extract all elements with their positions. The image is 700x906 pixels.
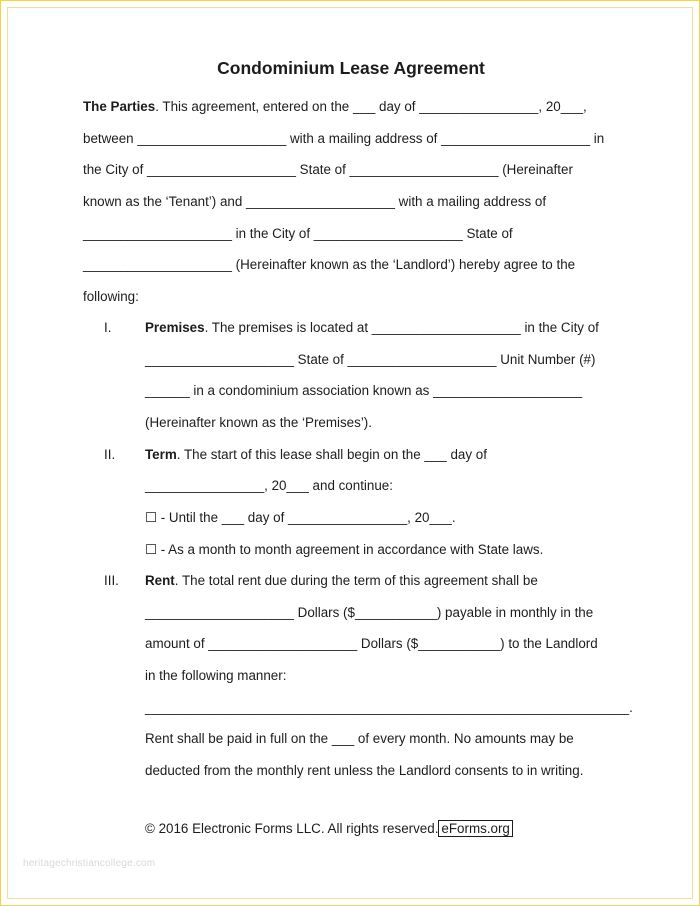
premises-heading: Premises <box>145 320 205 335</box>
premises-line-1 <box>145 320 599 336</box>
rent-line-7: deducted from the monthly rent unless the Landlord consents to in writing. <box>145 763 584 778</box>
parties-line-4: known as the ‘Tenant’) and ____________________ with a mailing address of <box>83 194 547 209</box>
term-option-month-to-month[interactable]: ☐ - As a month to month agreement in accordance with State laws. <box>145 542 544 557</box>
term-line-1 <box>145 447 487 463</box>
rent-heading: Rent <box>145 573 175 588</box>
section-numeral-premises: I. <box>104 320 112 335</box>
footer <box>145 820 513 837</box>
premises-line-2: ____________________ State of ____________________ Unit Number (#) <box>145 352 596 367</box>
eforms-brand-link[interactable]: eForms.org <box>438 820 512 837</box>
rent-line-4: in the following manner: <box>145 668 287 683</box>
footer-copyright: © 2016 Electronic Forms LLC. All rights reserved. <box>145 821 439 836</box>
rent-line-1 <box>145 573 538 589</box>
term-heading: Term <box>145 447 177 462</box>
rent-line-6: Rent shall be paid in full on the ___ of every month. No amounts may be <box>145 731 574 746</box>
parties-line-7: following: <box>83 289 139 304</box>
term-line-2: ________________, 20___ and continue: <box>145 478 393 493</box>
term-text: . The start of this lease shall begin on the ___ day of <box>176 447 487 462</box>
parties-heading: The Parties <box>83 99 156 114</box>
parties-line-1 <box>83 99 587 115</box>
premises-text: . The premises is located at ____________________ in the City of <box>204 320 599 335</box>
parties-line-2: between ____________________ with a mailing address of ____________________ in <box>83 131 605 146</box>
rent-text: . The total rent due during the term of this agreement shall be <box>174 573 538 588</box>
term-option-until[interactable]: ☐ - Until the ___ day of ________________, 20___. <box>145 510 456 525</box>
parties-line-3: the City of ____________________ State of ____________________ (Hereinafter <box>83 162 573 177</box>
rent-line-2: ____________________ Dollars ($___________) payable in monthly in the <box>145 605 594 620</box>
rent-line-5: _________________________________________________________________. <box>145 700 633 715</box>
parties-line-6: ____________________ (Hereinafter known as the ‘Landlord’) hereby agree to the <box>83 257 576 272</box>
watermark-text: heritagechristiancollege.com <box>23 858 156 869</box>
premises-line-3: ______ in a condominium association known as ____________________ <box>145 383 583 398</box>
premises-line-4: (Hereinafter known as the ‘Premises’). <box>145 415 372 430</box>
section-numeral-rent: III. <box>104 573 119 588</box>
parties-line-5: ____________________ in the City of ____________________ State of <box>83 226 513 241</box>
parties-text: . This agreement, entered on the ___ day of ________________, 20___, <box>155 99 587 114</box>
section-numeral-term: II. <box>104 447 116 462</box>
document-title: Condominium Lease Agreement <box>217 58 485 78</box>
rent-line-3: amount of ____________________ Dollars ($___________) to the Landlord <box>145 636 598 651</box>
